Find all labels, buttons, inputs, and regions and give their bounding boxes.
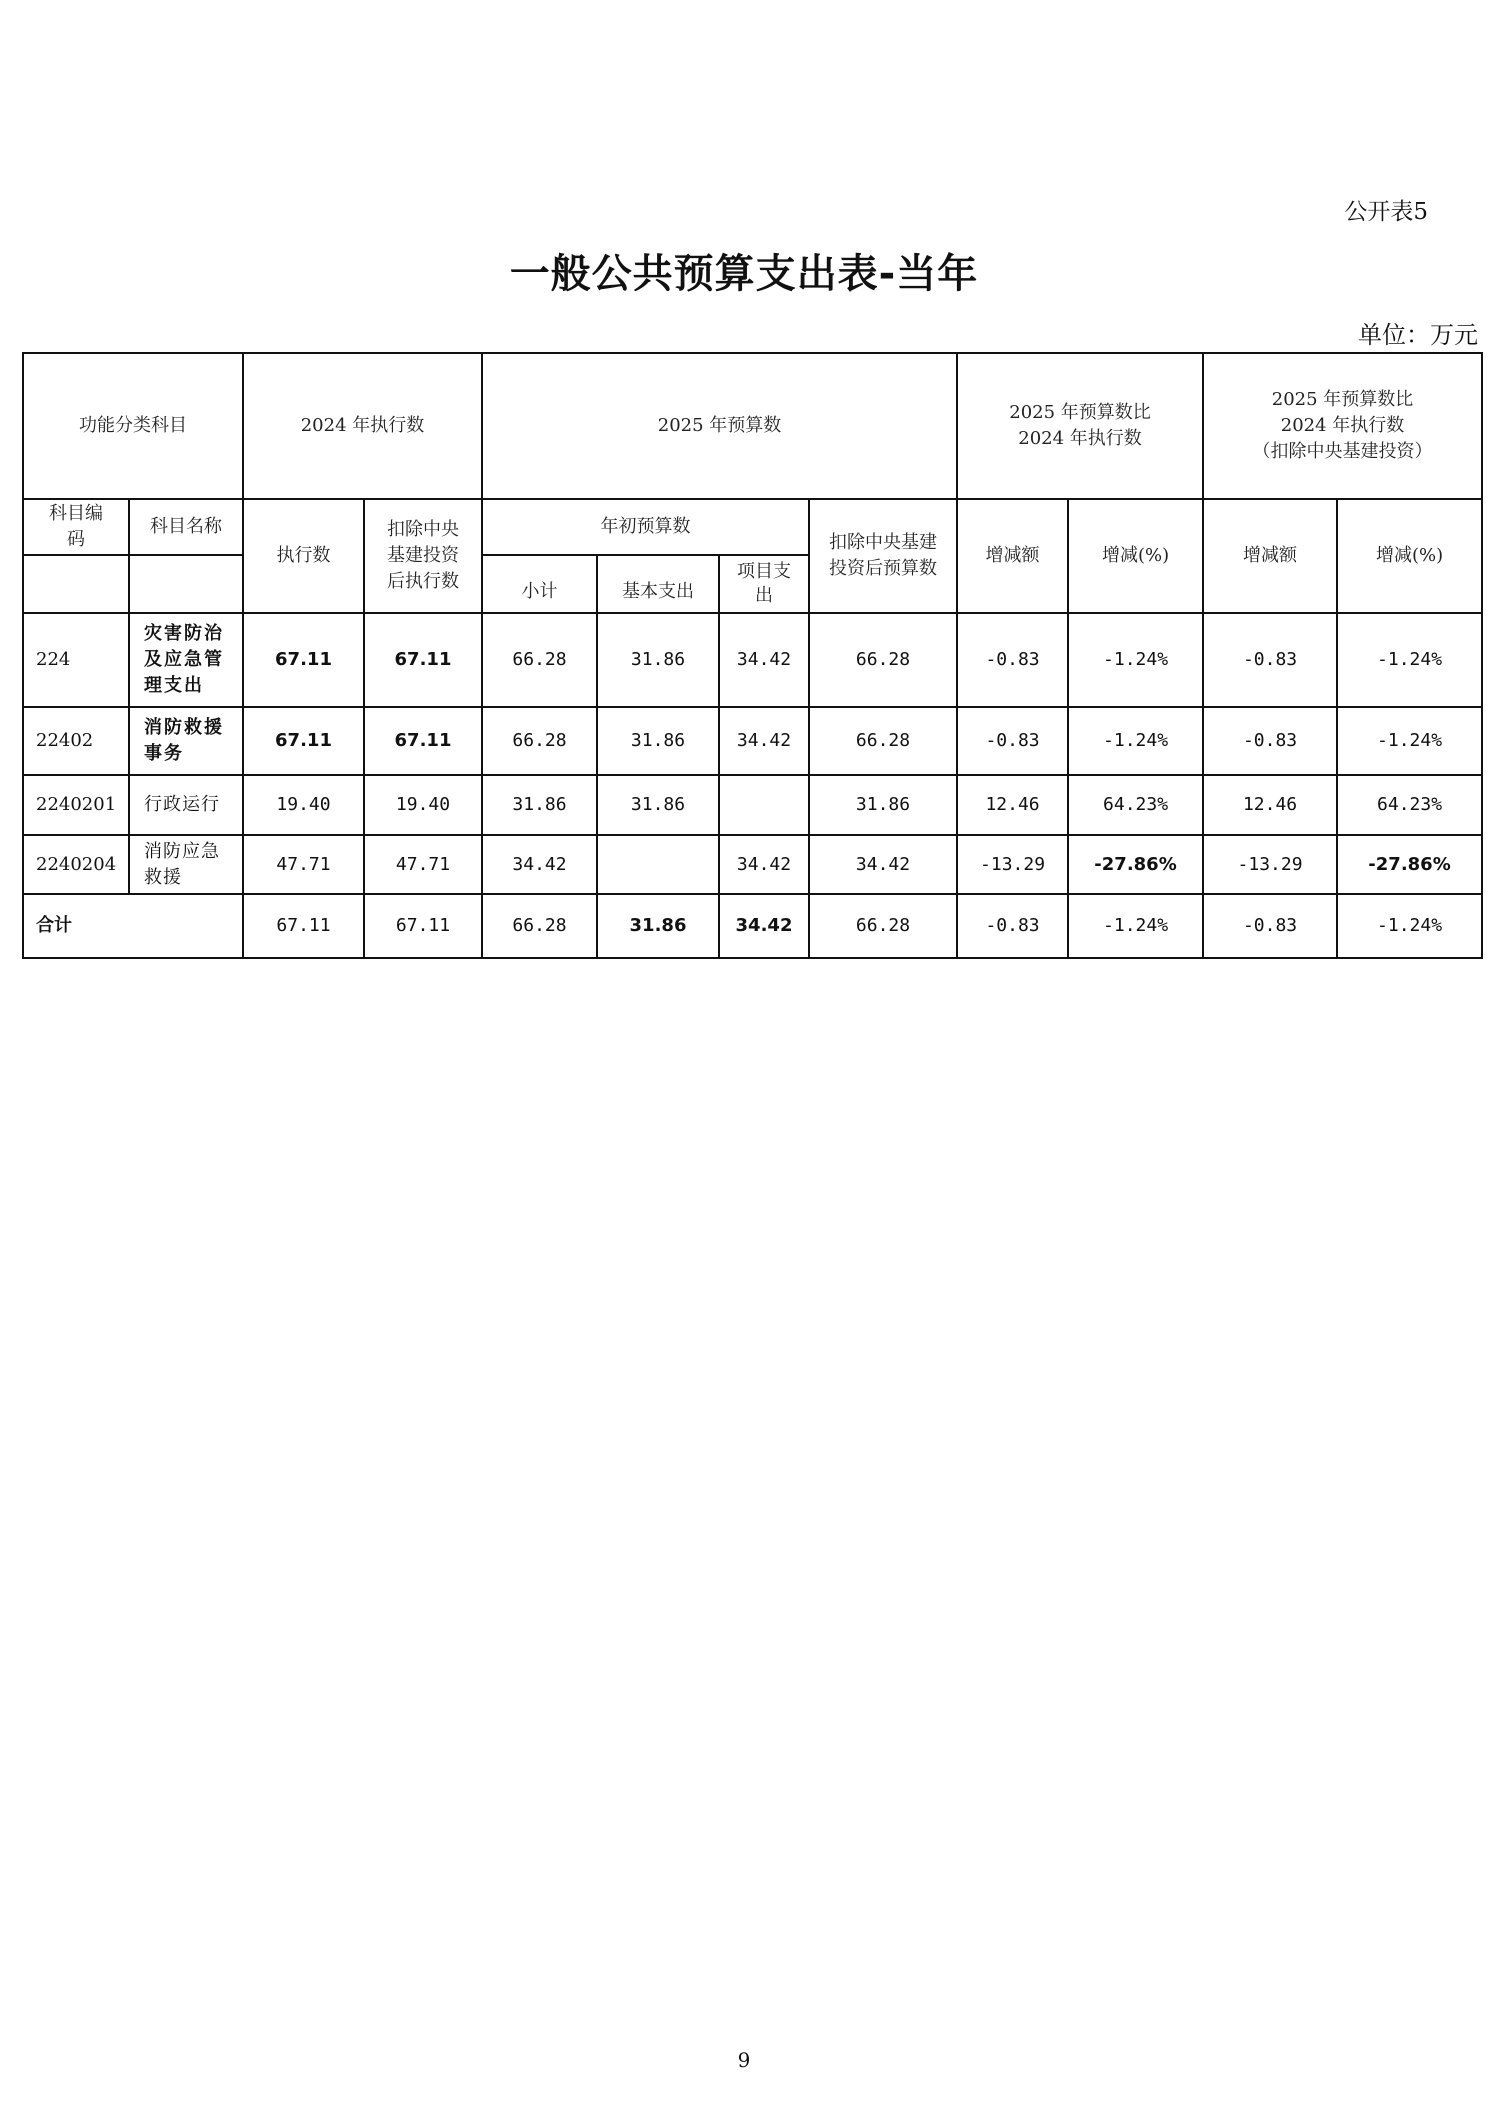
row-project: 34.42: [719, 835, 809, 894]
header-initial-budget: 年初预算数: [482, 499, 809, 555]
row-exec-excl: 19.40: [364, 775, 482, 835]
row-pct: -1.24%: [1068, 613, 1203, 707]
total-basic: 31.86: [597, 894, 719, 958]
row-subtotal: 66.28: [482, 707, 597, 775]
row-pct-excl: -1.24%: [1337, 707, 1482, 775]
row-budget-excl: 66.28: [809, 707, 957, 775]
row-code: 22402: [23, 707, 129, 775]
row-budget-excl: 66.28: [809, 613, 957, 707]
header-code-empty: [23, 555, 129, 613]
row-change: 12.46: [957, 775, 1068, 835]
row-change-excl: 12.46: [1203, 775, 1337, 835]
header-name: 科目名称: [129, 499, 243, 555]
row-exec: 47.71: [243, 835, 364, 894]
header-compare-excl: 2025 年预算数比 2024 年执行数 （扣除中央基建投资）: [1203, 353, 1482, 499]
row-subtotal: 66.28: [482, 613, 597, 707]
header-basic: 基本支出: [597, 555, 719, 613]
row-pct: 64.23%: [1068, 775, 1203, 835]
header-name-empty: [129, 555, 243, 613]
table-row: [23, 775, 1482, 835]
total-row: [23, 894, 1482, 958]
header-compare: 2025 年预算数比 2024 年执行数: [957, 353, 1203, 499]
row-change: -13.29: [957, 835, 1068, 894]
row-change: -0.83: [957, 707, 1068, 775]
row-pct-excl: -1.24%: [1337, 613, 1482, 707]
row-pct-excl: 64.23%: [1337, 775, 1482, 835]
header-budget-excl: 扣除中央基建 投资后预算数: [809, 499, 957, 613]
total-project: 34.42: [719, 894, 809, 958]
total-exec-excl: 67.11: [364, 894, 482, 958]
row-exec-excl: 47.71: [364, 835, 482, 894]
budget-table: [22, 352, 1483, 959]
total-budget-excl: 66.28: [809, 894, 957, 958]
table-row: [23, 835, 1482, 894]
row-name: 灾害防治 及应急管 理支出: [129, 613, 243, 707]
row-exec-excl: 67.11: [364, 707, 482, 775]
table-row: [23, 613, 1482, 707]
header-change-amount: 增减额: [957, 499, 1068, 613]
row-subtotal: 31.86: [482, 775, 597, 835]
row-budget-excl: 34.42: [809, 835, 957, 894]
row-basic: 31.86: [597, 707, 719, 775]
row-subtotal: 34.42: [482, 835, 597, 894]
row-code: 2240204: [23, 835, 129, 894]
header-change-pct-excl: 增减(%): [1337, 499, 1482, 613]
unit-label: 单位：万元: [1358, 321, 1478, 349]
row-code: 224: [23, 613, 129, 707]
header-code: 科目编 码: [23, 499, 129, 555]
row-change-excl: -13.29: [1203, 835, 1337, 894]
total-subtotal: 66.28: [482, 894, 597, 958]
row-project: [719, 775, 809, 835]
table-row: [23, 707, 1482, 775]
page-title: 一般公共预算支出表-当年: [509, 251, 979, 297]
row-change-excl: -0.83: [1203, 707, 1337, 775]
table-number: 公开表5: [1344, 199, 1428, 225]
row-change: -0.83: [957, 613, 1068, 707]
row-name: 消防救援 事务: [129, 707, 243, 775]
total-label: 合计: [23, 894, 243, 958]
row-exec: 19.40: [243, 775, 364, 835]
total-pct-excl: -1.24%: [1337, 894, 1482, 958]
total-exec: 67.11: [243, 894, 364, 958]
row-basic: 31.86: [597, 613, 719, 707]
row-pct: -1.24%: [1068, 707, 1203, 775]
header-budget-2025: 2025 年预算数: [482, 353, 957, 499]
row-exec: 67.11: [243, 613, 364, 707]
row-basic: [597, 835, 719, 894]
page-number: 9: [737, 2048, 751, 2072]
header-subtotal: 小计: [482, 555, 597, 613]
header-exec-excl: 扣除中央 基建投资 后执行数: [364, 499, 482, 613]
row-basic: 31.86: [597, 775, 719, 835]
header-exec-2024: 2024 年执行数: [243, 353, 482, 499]
header-exec: 执行数: [243, 499, 364, 613]
row-name: 消防应急 救援: [129, 835, 243, 894]
row-pct-excl: -27.86%: [1337, 835, 1482, 894]
row-exec: 67.11: [243, 707, 364, 775]
total-pct: -1.24%: [1068, 894, 1203, 958]
header-row-1: [23, 353, 1482, 499]
row-change-excl: -0.83: [1203, 613, 1337, 707]
row-name: 行政运行: [129, 775, 243, 835]
row-pct: -27.86%: [1068, 835, 1203, 894]
row-code: 2240201: [23, 775, 129, 835]
total-change: -0.83: [957, 894, 1068, 958]
row-budget-excl: 31.86: [809, 775, 957, 835]
header-row-2: [23, 499, 1482, 555]
header-project: 项目支 出: [719, 555, 809, 613]
row-exec-excl: 67.11: [364, 613, 482, 707]
header-change-pct: 增减(%): [1068, 499, 1203, 613]
row-project: 34.42: [719, 707, 809, 775]
total-change-excl: -0.83: [1203, 894, 1337, 958]
header-change-amount-excl: 增减额: [1203, 499, 1337, 613]
header-func-class: 功能分类科目: [23, 353, 243, 499]
row-project: 34.42: [719, 613, 809, 707]
